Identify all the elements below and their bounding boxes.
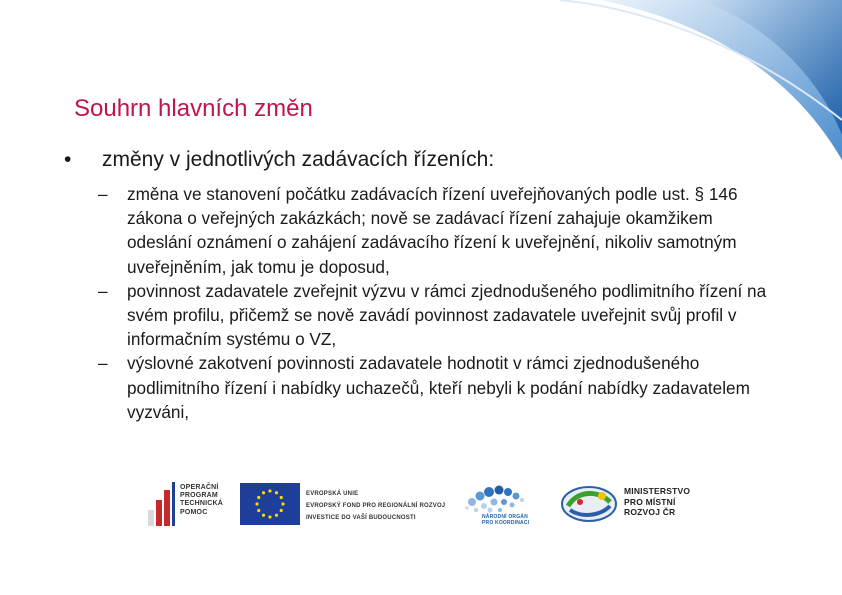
eu-star-icon [275, 514, 278, 517]
slide-title: Souhrn hlavních změn [74, 95, 313, 122]
eu-star-icon [262, 514, 265, 517]
op-bars-logo-icon [146, 482, 176, 526]
sub-point [98, 351, 778, 424]
nok-dot-icon [476, 492, 485, 501]
eu-star-icon [262, 491, 265, 494]
nok-dot-icon [501, 499, 507, 505]
nok-dot-icon [495, 486, 504, 495]
main-point-text: změny v jednotlivých zadávacích řízeních: [102, 148, 495, 171]
eu-star-icon [280, 509, 283, 512]
eu-star-icon [281, 502, 284, 505]
eu-logo-text: EVROPSKÁ UNIE EVROPSKÝ FOND PRO REGIONÁLNÍ ROZVOJ INVESTICE DO VAŠÍ BUDOUCNOSTI [306, 491, 446, 521]
sub-point [98, 182, 778, 279]
sub-points-list [98, 182, 778, 424]
nok-dots-logo-icon [462, 480, 528, 516]
dash-icon: – [98, 280, 108, 301]
eu-star-icon [255, 502, 258, 505]
dash-icon: – [98, 184, 108, 204]
eu-star-icon [268, 489, 271, 492]
nok-dot-icon [488, 508, 493, 513]
eu-star-icon [257, 509, 260, 512]
nok-dot-icon [520, 498, 524, 502]
nok-dot-icon [498, 508, 502, 512]
eu-star-icon [268, 515, 271, 518]
eu-star-icon [257, 496, 260, 499]
sub-point-text: povinnost zadavatele zveřejnit výzvu v rámci zjednodušeného podlimitního řízení na svém profilu, přičemž se nově zavádí povinnost zadavatele uveřejnit svůj profil v informačním systému o VZ, [127, 280, 767, 350]
nok-logo-text: NÁRODNÍ ORGÁN PRO KOORDINACI [482, 514, 530, 526]
nok-dot-icon [513, 493, 520, 500]
sub-point-text: změna ve stanovení počátku zadávacích řízení uveřejňovaných podle ust. § 146 zákona o veřejných zakázkách; nově se zadávací řízení zahajuje okamžikem odeslání oznámení o zahájení zadávacího řízení k uveřejnění, nikoliv samotným uveřejněním, jak tomu je doposud, [127, 184, 738, 277]
eu-star-icon [280, 496, 283, 499]
op-logo-text: OPERAČNÍ PROGRAM TECHNICKÁ POMOC [180, 484, 224, 516]
mmr-logo-text: MINISTERSTVO PRO MÍSTNÍ ROZVOJ ČR [624, 486, 691, 517]
eu-flag-icon [240, 483, 300, 525]
nok-dot-icon [491, 499, 498, 506]
nok-dot-icon [465, 506, 469, 510]
bullet-icon: • [64, 148, 72, 171]
nok-dot-icon [481, 503, 487, 509]
dash-icon: – [98, 353, 108, 374]
nok-dot-icon [504, 488, 512, 496]
nok-dot-icon [510, 503, 515, 508]
sub-point-text: výslovné zakotvení povinnosti zadavatele hodnotit v rámci zjednodušeného podlimitního řízení i nabídky uchazečů, kteří nebyli k podání nabídky zadavatelem vyzváni, [127, 353, 750, 422]
sub-point [98, 279, 778, 352]
mmr-logo-icon [560, 484, 618, 524]
nok-dot-icon [474, 508, 478, 512]
nok-dot-icon [484, 487, 494, 497]
nok-dot-icon [468, 498, 476, 506]
logo-strip [140, 478, 720, 530]
eu-star-icon [275, 491, 278, 494]
